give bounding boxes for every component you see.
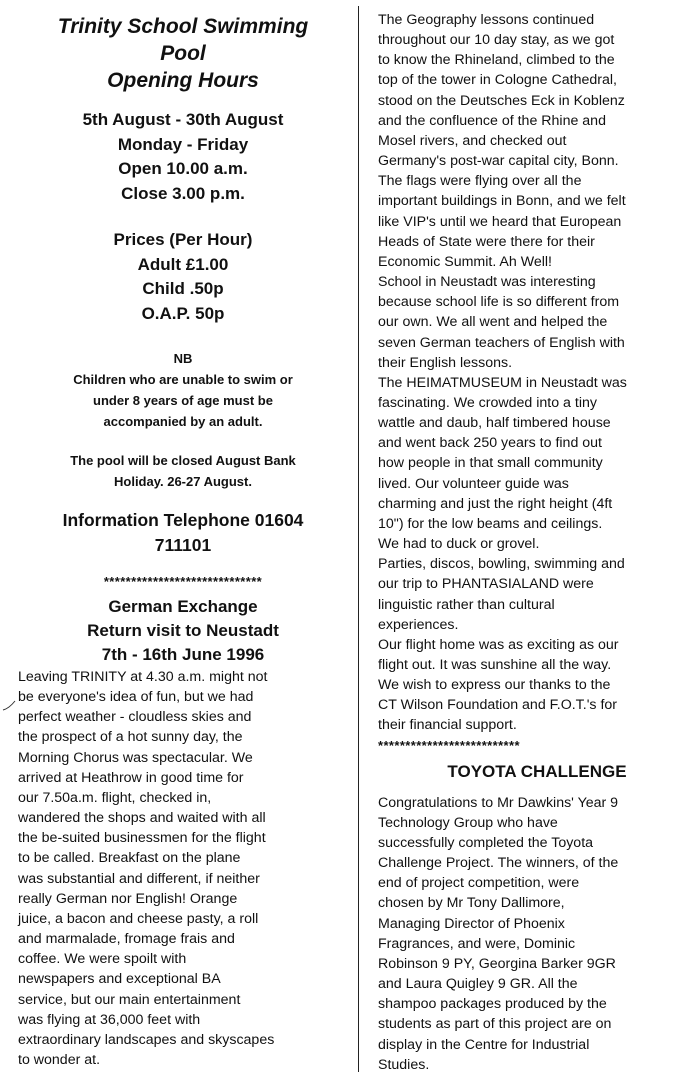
text-line: students as part of this project are on — [378, 1016, 612, 1033]
text-line: Parties, discos, bowling, swimming and — [378, 556, 625, 573]
text-line: Robinson 9 PY, Georgina Barker 9GR — [378, 955, 616, 972]
nb-line: NB — [173, 351, 193, 366]
text-line: top of the tower in Cologne Cathedral, — [378, 72, 617, 89]
text-line: charming and just the right height (4ft — [378, 495, 613, 512]
text-line: to wonder at. — [18, 1051, 101, 1068]
star-separator: ***************************** — [103, 574, 263, 589]
closure-line: The pool will be closed August Bank — [70, 453, 296, 468]
text-line: end of project competition, were — [378, 875, 580, 892]
prices — [18, 228, 348, 326]
text-line: how people in that small community — [378, 455, 603, 472]
text-line: our trip to PHANTASIALAND were — [378, 576, 594, 593]
text-line: Congratulations to Mr Dawkins' Year 9 — [378, 794, 619, 811]
text-line: and the confluence of the Rhine and — [378, 112, 606, 129]
text-line: because school life is so different from — [378, 294, 620, 311]
text-line: We wish to express our thanks to the — [378, 677, 611, 694]
text-line: Managing Director of Phoenix — [378, 915, 565, 932]
text-line: Studies. — [378, 1056, 430, 1073]
text-line: Germany's post-war capital city, Bonn. — [378, 153, 619, 170]
text-line: coffee. We were spoilt with — [18, 951, 187, 968]
price-line: O.A.P. 50p — [141, 303, 225, 323]
text-line: to know the Rhineland, climbed to the — [378, 52, 615, 69]
text-line: Fragrances, and were, Dominic — [378, 935, 576, 952]
text-line: the prospect of a hot sunny day, the — [18, 729, 243, 746]
text-line: Challenge Project. The winners, of the — [378, 855, 619, 872]
text-line: Technology Group who have — [378, 814, 558, 831]
exchange-heading-line: 7th - 16th June 1996 — [101, 645, 265, 664]
closure-line: Holiday. 26-27 August. — [114, 474, 252, 489]
text-line: juice, a bacon and cheese pasty, a roll — [18, 910, 259, 927]
toyota-heading: TOYOTA CHALLENGE — [447, 761, 627, 781]
pool-title-line: Opening Hours — [107, 69, 259, 92]
text-line: School in Neustadt was interesting — [378, 274, 596, 291]
text-line: and Laura Quigley 9 GR. All the — [378, 976, 578, 993]
text-line: really German nor English! Orange — [18, 890, 238, 907]
text-line: to be called. Breakfast on the plane — [18, 850, 241, 867]
text-line: Our flight home was as exciting as our — [378, 636, 619, 653]
hours-line: Monday - Friday — [117, 134, 249, 154]
text-line: service, but our main entertainment — [18, 991, 241, 1008]
text-line: shampoo packages produced by the — [378, 996, 607, 1013]
text-line: lived. Our volunteer guide was — [378, 475, 569, 492]
hours-line: Open 10.00 a.m. — [118, 159, 248, 178]
text-line: Morning Chorus was spectacular. We — [18, 749, 253, 766]
telephone-info — [18, 508, 348, 558]
telephone-line: Information Telephone 01604 — [62, 510, 304, 530]
text-line: like VIP's until we heard that European — [378, 213, 622, 230]
text-line: successfully completed the Toyota — [378, 834, 594, 851]
price-line: Child .50p — [142, 279, 224, 298]
text-line: The flags were flying over all the — [378, 173, 582, 190]
text-line: stood on the Deutsches Eck in Koblenz — [378, 92, 625, 109]
text-line: wattle and daub, half timbered house — [378, 415, 611, 432]
exchange-body — [18, 667, 348, 1070]
text-line: their English lessons. — [378, 354, 513, 371]
pool-title-line: Pool — [160, 42, 206, 65]
closure-notice — [18, 450, 348, 492]
price-line: Prices (Per Hour) — [113, 230, 253, 249]
text-line: The Geography lessons continued — [378, 12, 595, 28]
text-line: Mosel rivers, and checked out — [378, 132, 567, 149]
text-line: Economic Summit. Ah Well! — [378, 253, 552, 270]
text-line: throughout our 10 day stay, as we got — [378, 32, 615, 49]
text-line: seven German teachers of English with — [378, 334, 625, 351]
text-line: and marmalade, fromage frais and — [18, 931, 235, 948]
telephone-line: 711101 — [154, 535, 212, 555]
text-line: flight out. It was sunshine all the way. — [378, 657, 612, 673]
text-line: We had to duck or grovel. — [378, 536, 540, 553]
text-line: 10") for the low beams and ceilings. — [378, 515, 603, 532]
text-line: important buildings in Bonn, and we felt — [378, 193, 626, 210]
left-column — [18, 0, 348, 1084]
price-line: Adult £1.00 — [137, 254, 229, 274]
text-line: extraordinary landscapes and skyscapes — [18, 1031, 275, 1048]
text-line: CT Wilson Foundation and F.O.T.'s for — [378, 697, 618, 714]
text-line: their financial support. — [378, 717, 517, 734]
text-line: experiences. — [378, 616, 459, 633]
opening-hours — [18, 108, 348, 206]
text-line: display in the Centre for Industrial — [378, 1036, 590, 1053]
exchange-heading — [18, 595, 348, 667]
toyota-body — [378, 793, 696, 1075]
text-line: Leaving TRINITY at 4.30 a.m. might not — [18, 669, 268, 685]
text-line: fascinating. We crowded into a tiny — [378, 394, 597, 411]
right-column — [378, 0, 696, 1084]
exchange-heading-line: German Exchange — [108, 597, 258, 616]
column-divider — [358, 6, 359, 1072]
text-line: newspapers and exceptional BA — [18, 971, 221, 988]
text-line: perfect weather - cloudless skies and — [18, 709, 252, 726]
text-line: our 7.50a.m. flight, checked in, — [18, 789, 212, 806]
text-line: and went back 250 years to find out — [378, 435, 602, 452]
hours-line: 5th August - 30th August — [82, 110, 284, 129]
text-line: chosen by Mr Tony Dallimore, — [378, 895, 565, 912]
nb-notice — [18, 348, 348, 432]
star-separator: ************************** — [378, 737, 520, 753]
text-line: wandered the shops and waited with all — [18, 810, 266, 827]
text-line: be everyone's idea of fun, but we had — [18, 689, 254, 706]
nb-line: Children who are unable to swim or — [73, 372, 293, 387]
nb-line: accompanied by an adult. — [103, 414, 263, 429]
text-line: our own. We all went and helped the — [378, 314, 608, 331]
text-line: was flying at 36,000 feet with — [18, 1011, 201, 1028]
pool-title — [18, 13, 348, 94]
nb-line: under 8 years of age must be — [93, 393, 273, 408]
exchange-continued — [378, 10, 696, 736]
hours-line: Close 3.00 p.m. — [121, 183, 245, 203]
text-line: linguistic rather than cultural — [378, 596, 555, 613]
text-line: Heads of State were there for their — [378, 233, 595, 250]
text-line: arrived at Heathrow in good time for — [18, 769, 244, 786]
exchange-heading-line: Return visit to Neustadt — [87, 621, 279, 640]
pen-mark — [2, 698, 16, 712]
text-line: was substantial and different, if neither — [18, 870, 260, 887]
pool-title-line: Trinity School Swimming — [57, 15, 309, 38]
text-line: The HEIMATMUSEUM in Neustadt was — [378, 374, 627, 391]
text-line: the be-suited businessmen for the flight — [18, 830, 266, 847]
